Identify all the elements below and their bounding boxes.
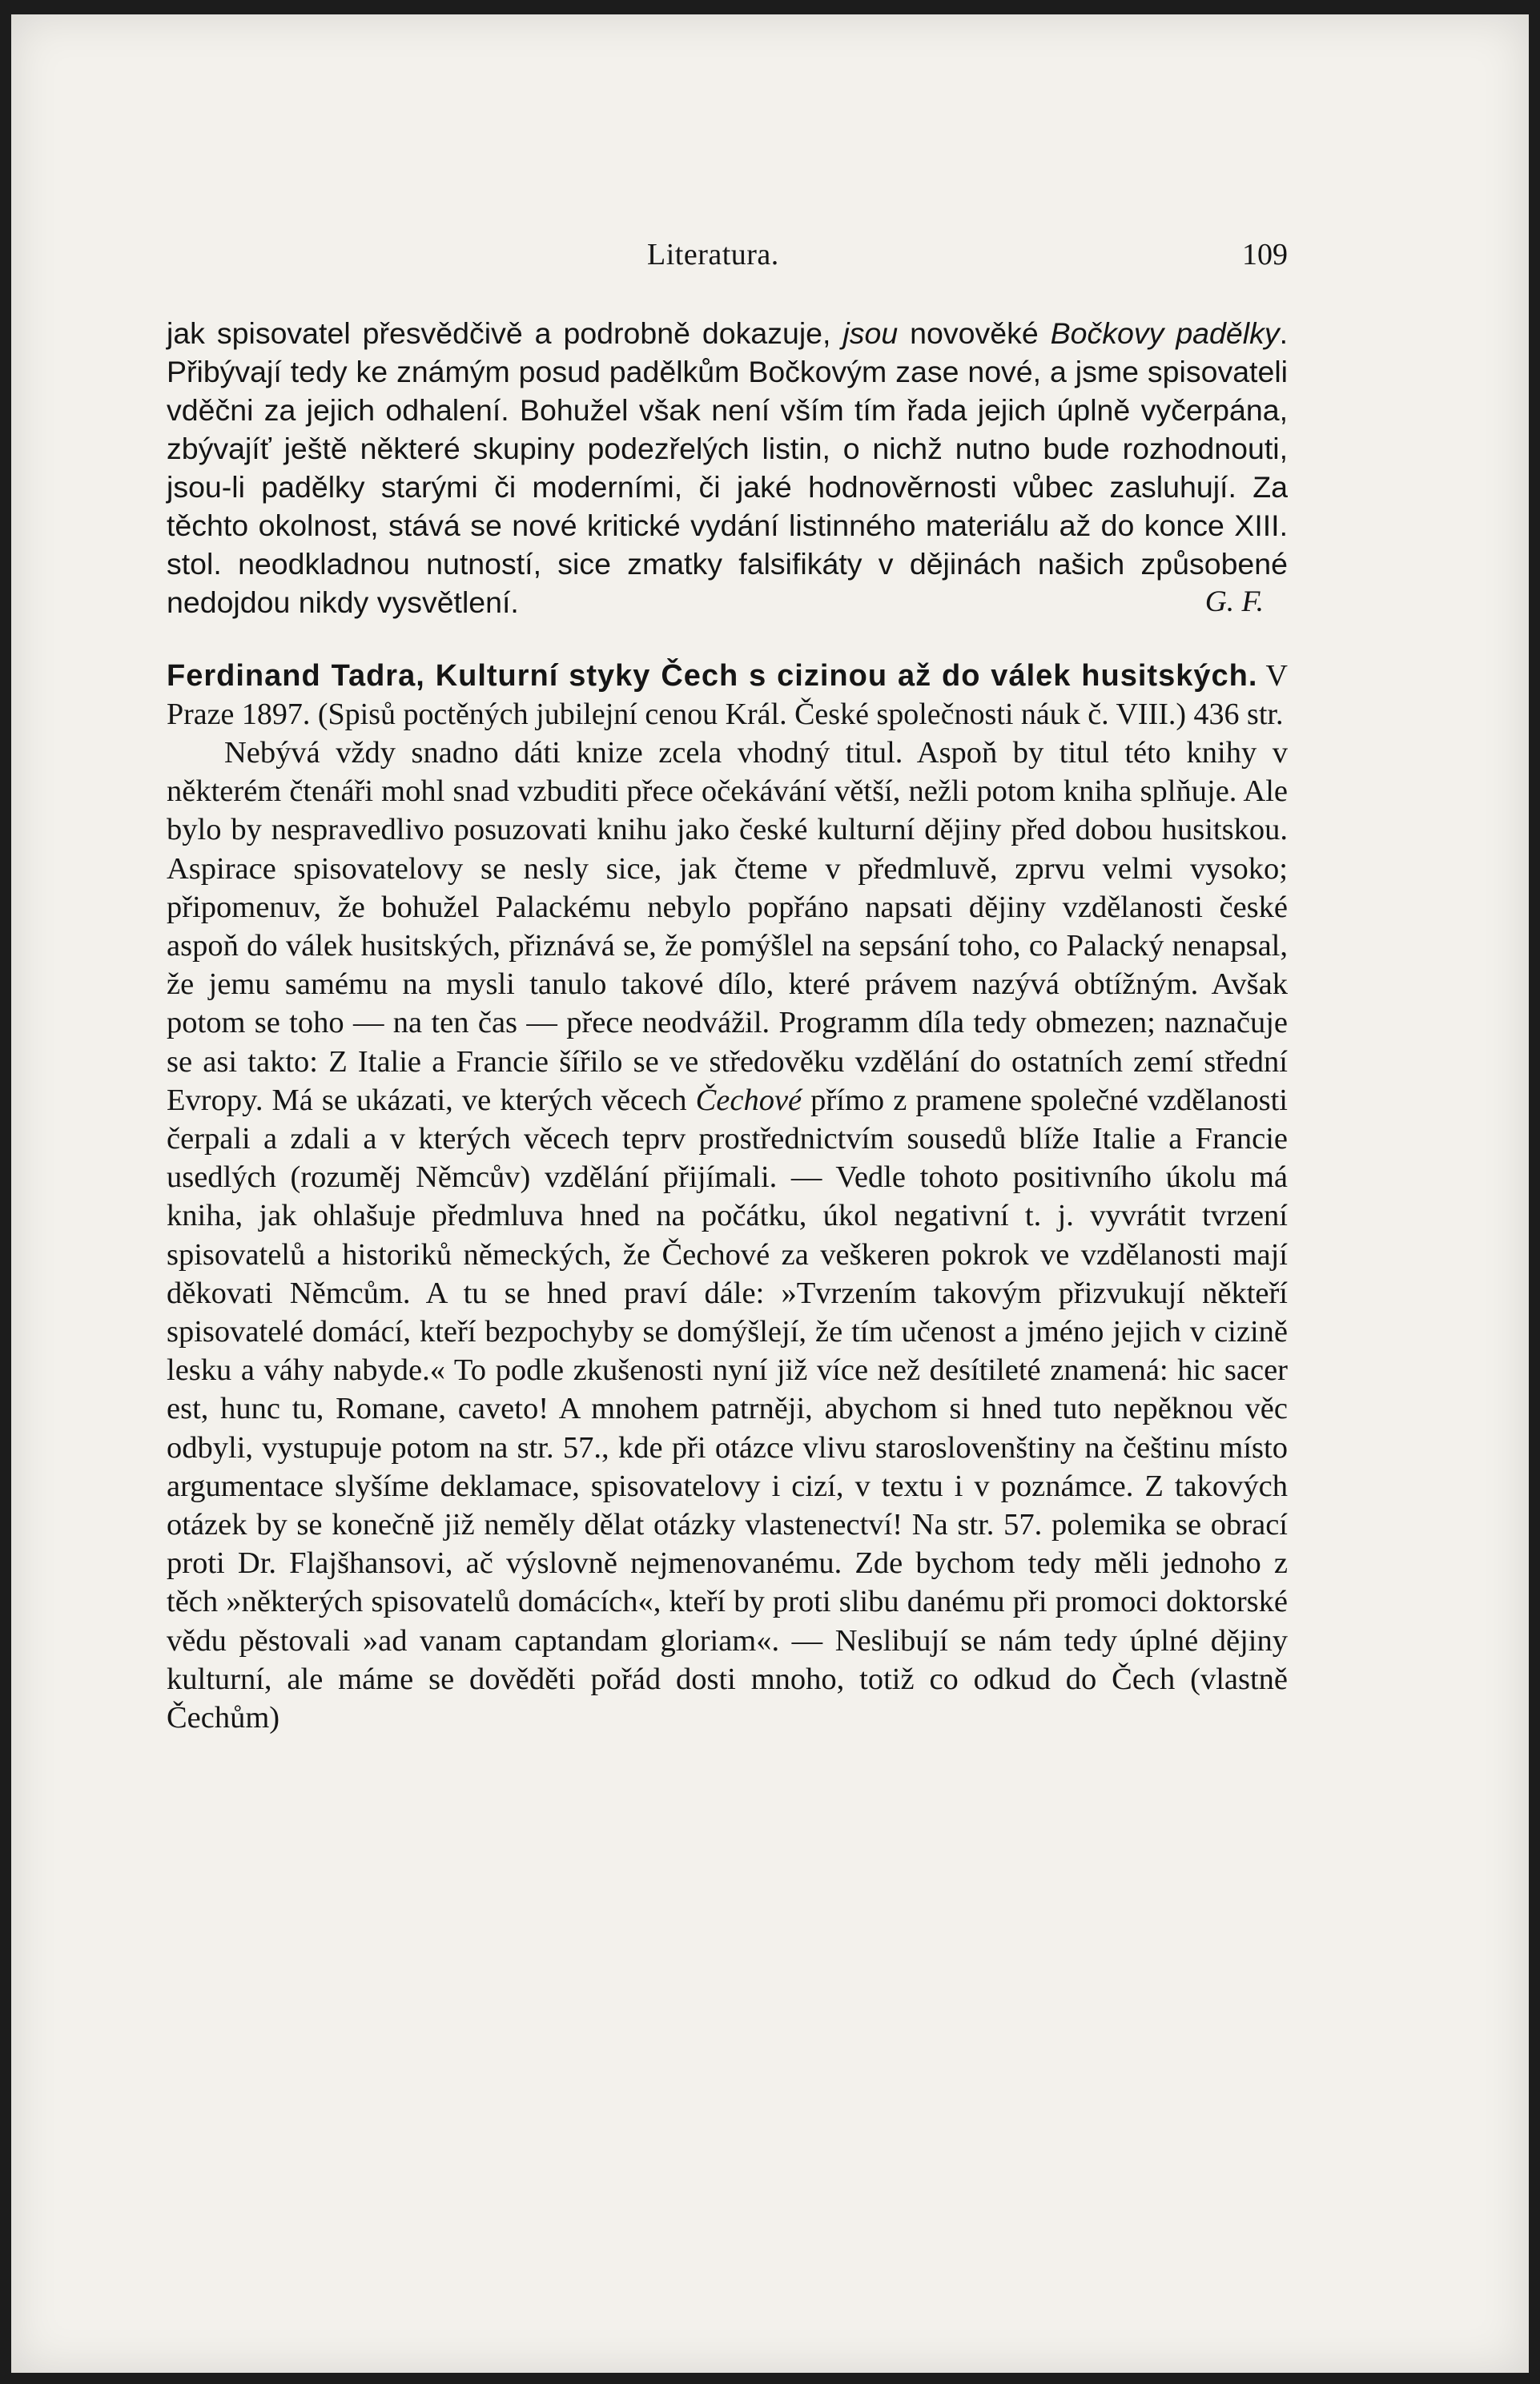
- review-body: [167, 734, 1288, 1737]
- page-header: [167, 237, 1288, 285]
- review-signature: G. F.: [1204, 585, 1264, 618]
- signature-line: [167, 583, 1288, 621]
- running-title: Literatura.: [647, 238, 779, 271]
- continuation-text-a: jak spisovatel přesvědčivě a podrobně dokazuje,: [167, 316, 843, 350]
- review-publication: V Praze 1897. (Spisů poctěných jubilejní cenou Král. České společnosti náuk č. VIII.) 436 str.: [167, 659, 1288, 731]
- continuation-text-b: novověké: [898, 316, 1051, 350]
- emphasis-cechove: Čechové: [695, 1083, 802, 1117]
- previous-review-continuation: [167, 314, 1288, 583]
- page-number: 109: [1242, 238, 1288, 271]
- review-body-a: Nebývá vždy snadno dáti knize zcela vhodný titul. Aspoň by titul této knihy v některém čtenáři mohl snad vzbuditi přece očekávání větší, nežli potom kniha splňuje. Ale bylo by nespravedlivo posuzovati knihu jako české kulturní dějiny před dobou husitskou. Aspirace spisovatelovy se nesly sice, jak čteme v předmluvě, zprvu velmi vysoko; připomenuv, že bohužel Palackému nebylo popřáno napsati dějiny vzdělanosti české aspoň do válek husitských, přiznává se, že pomýšlel na sepsání toho, co Palacký nenapsal, že jemu samému na mysli tanulo takové dílo, které právem nazývá obtížným. Avšak potom se toho — na ten čas — přece neodvážil. Programm díla tedy obmezen; naznačuje se asi takto: Z Italie a Francie šířilo se ve středověku vzdělání do ostatních zemí střední Evropy. Má se ukázati, ve kterých věcech: [167, 736, 1288, 1117]
- continuation-last-line: nedojdou nikdy vysvětlení.: [167, 585, 519, 619]
- review-body-b: přímo z pramene společné vzdělanosti čerpali a zdali a v kterých věcech teprv prostřednictvím sousedů blíže Italie a Francie usedlých (rozuměj Němcův) vzdělání přijímali. — Vedle tohoto positivního úkolu má kniha, jak ohlašuje předmluva hned na počátku, úkol negativní t. j. vyvrátit tvrzení spisovatelů a historiků německých, že Čechové za veškeren pokrok ve vzdělanosti mají děkovati Němcům. A tu se hned praví dále: »Tvrzením takovým přizvukují někteří spisovatelé domácí, kteří bezpochyby se domýšlejí, že tím učenost a jméno jejich v cizině lesku a váhy nabyde.« To podle zkušenosti nyní již více než desítileté znamená: hic sacer est, hunc tu, Romane, caveto! A mnohem patrněji, abychom si hned tuto nepěknou věc odbyli, vystupuje potom na str. 57., kde při otázce vlivu staroslovenštiny na češtinu místo argumentace slyšíme deklamace, spisovatelovy i cizí, v textu i v poznámce. Z takových otázek by se konečně již neměly dělat otázky vlastenectví! Na str. 57. polemika se obrací proti Dr. Flajšhansovi, ač výslovně nejmenovanému. Zde bychom tedy měli jednoho z těch »některých spisovatelů domácích«, kteří by proti slibu danému při promoci doktorské vědu pěstovali »ad vanam captandam gloriam«. — Neslibují se nám tedy úplné dějiny kulturní, ale máme se dověděti pořád dosti mnoho, totiž co odkud do Čech (vlastně Čechům): [167, 1083, 1288, 1735]
- review-author-title: Ferdinand Tadra, Kulturní styky Čech s cizinou až do válek husitských.: [167, 659, 1258, 693]
- emphasis-jsou: jsou: [842, 316, 899, 350]
- text-column: [167, 314, 1288, 1737]
- continuation-text-c: . Přibývají tedy ke známým posud padělkům Bočkovým zase nové, a jsme spisovateli vděčni za jejich odhalení. Bohužel však není vším tím řada jejich úplně vyčerpána, zbývajíť ještě některé skupiny podezřelých listin, o nichž nutno bude rozhodnouti, jsou-li padělky starými či moderními, či jaké hodnověrnosti vůbec zasluhují. Za těchto okolnost, stává se nové kritické vydání listinného materiálu až do konce XIII. stol. neodkladnou nutností, sice zmatky falsifikáty v dějinách našich způsobené: [167, 316, 1288, 581]
- review-heading: [167, 657, 1288, 734]
- emphasis-bockovy-padelky: Bočkovy padělky: [1050, 316, 1280, 350]
